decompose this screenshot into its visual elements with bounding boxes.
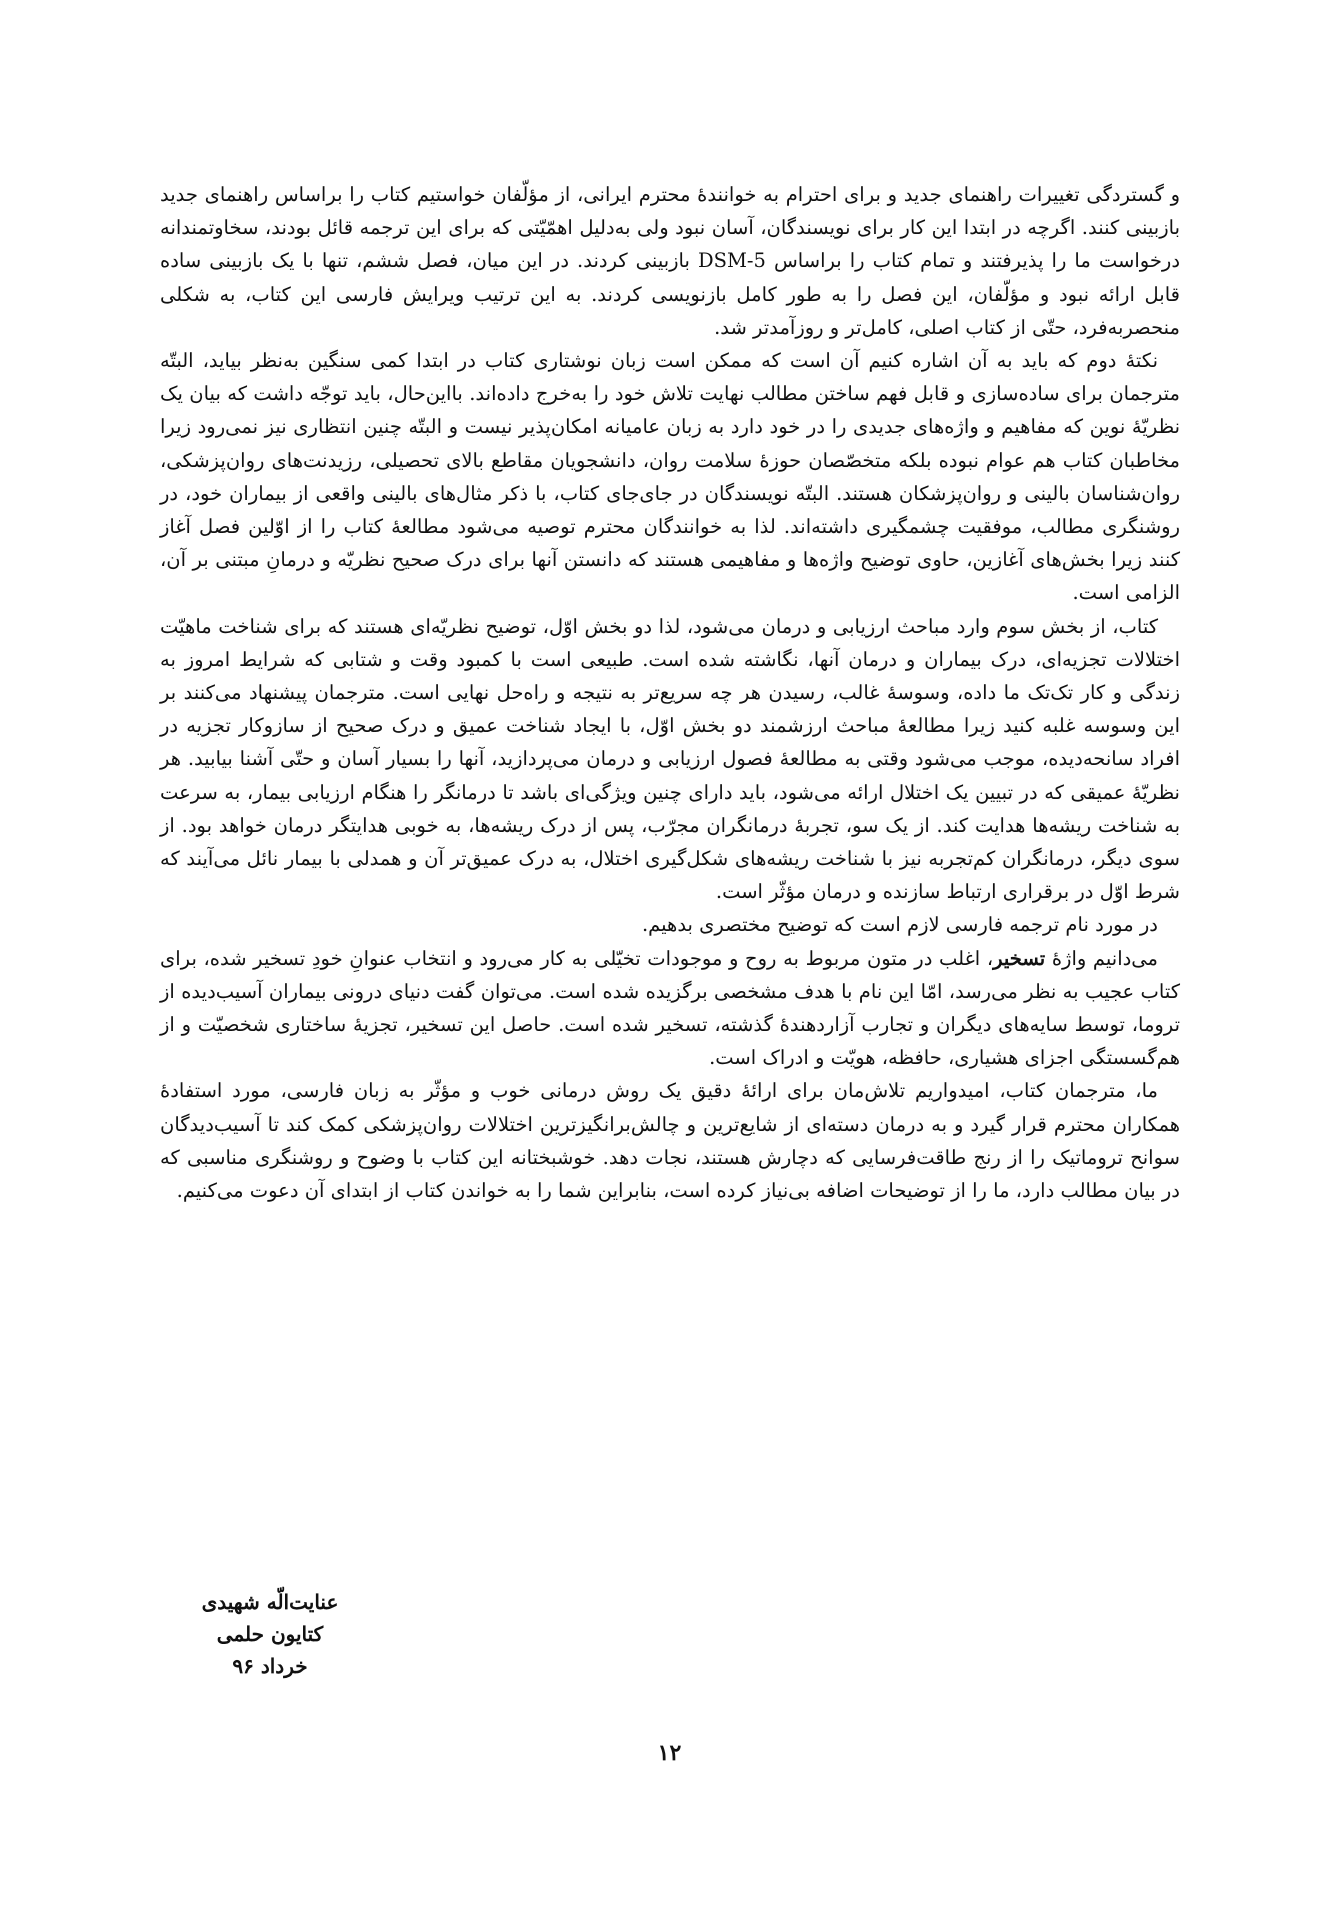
- paragraph-2: نکتهٔ دوم که باید به آن اشاره کنیم آن است که ممکن است زبان نوشتاری کتاب در ابتدا کمی سنگین به‌نظر بیاید، البتّه مترجمان برای ساده‌سازی و قابل فهم ساختن مطالب نهایت تلاش خود را به‌خرج داده‌اند. بااین‌حال، باید توجّه داشت که بیان یک نظریّهٔ نوین که مفاهیم و واژه‌های جدیدی را در خود دارد به زبان عامیانه امکان‌پذیر نیست و البتّه چنین انتظاری نیز نمی‌رود زیرا مخاطبان کتاب هم عوام نبوده بلکه متخصّصان حوزهٔ سلامت روان، دانشجویان مقاطع بالای تحصیلی، رزیدنت‌های روان‌پزشکی، روان‌شناسان بالینی و روان‌پزشکان هستند. البتّه نویسندگان در جای‌جای کتاب، با ذکر مثال‌های بالینی واقعی از بیماران خود، در روشنگری مطالب، موفقیت چشمگیری داشته‌اند. لذا به خوانندگان محترم توصیه می‌شود مطالعهٔ کتاب را از اوّلین فصل آغاز کنند زیرا بخش‌های آغازین، حاوی توضیح واژه‌ها و مفاهیمی هستند که دانستن آنها برای درک صحیح نظریّه و درمانِ مبتنی بر آن، الزامی است.: [160, 349, 1180, 605]
- paragraph-6: ما، مترجمان کتاب، امیدواریم تلاش‌مان برای ارائهٔ دقیق یک روش درمانی خوب و مؤثّر به زبان فارسی، مورد استفادهٔ همکاران محترم قرار گیرد و به درمان دسته‌ای از شایع‌ترین و چالش‌برانگیزترین اختلالات روان‌پزشکی کمک کند تا آسیب‌دیدگان سوانح تروماتیک را از رنج طاقت‌فرسایی که دچارش هستند، نجات دهد. خوشبختانه این کتاب با وضوح و روشنگری مناسبی که در بیان مطالب دارد، ما را از توضیحات اضافه بی‌نیاز کرده است، بنابراین شما را به خواندن کتاب از ابتدای آن دعوت می‌کنیم.: [160, 1079, 1180, 1203]
- paragraph-5-start: می‌دانیم واژهٔ: [1045, 946, 1158, 970]
- paragraph-5: [160, 942, 1180, 1075]
- signature-block: [170, 1586, 370, 1682]
- signature-date: خرداد ۹۶: [232, 1654, 308, 1678]
- translator-name-2: کتایون حلمی: [216, 1622, 324, 1646]
- document-body: [160, 178, 1180, 1207]
- bold-term: تسخیر: [993, 946, 1046, 970]
- paragraph-4: در مورد نام ترجمه فارسی لازم است که توضیح مختصری بدهیم.: [641, 913, 1158, 937]
- page-number: ۱۲: [657, 1740, 682, 1766]
- translator-name-1: عنایت‌الّه شهیدی: [201, 1590, 339, 1614]
- paragraph-5-rest: ، اغلب در متون مربوط به روح و موجودات تخیّلی به کار می‌رود و انتخاب عنوانِ خودِ تسخیر شده، برای کتاب عجیب به نظر می‌رسد، امّا این نام با هدف مشخصی برگزیده شده است. می‌توان گفت دنیای درونی بیماران آسیب‌دیده از تروما، توسط سایه‌های دیگران و تجارب آزاردهندهٔ گذشته، تسخیر شده است. حاصل این تسخیر، تجزیهٔ ساختاری شخصیّت و از هم‌گسستگی اجزای هشیاری، حافظه، هویّت و ادراک است.: [160, 946, 1180, 1070]
- paragraph-3: کتاب، از بخش سوم وارد مباحث ارزیابی و درمان می‌شود، لذا دو بخش اوّل، توضیح نظریّه‌ای هستند که برای شناخت ماهیّت اختلالات تجزیه‌ای، درک بیماران و درمان آنها، نگاشته شده است. طبیعی است با کمبود وقت و شتابی که شرایط امروز به زندگی و کار تک‌تک ما داده، وسوسهٔ غالب، رسیدن هر چه سریع‌تر به نتیجه و راه‌حل نهایی است. مترجمان پیشنهاد می‌کنند بر این وسوسه غلبه کنید زیرا مطالعهٔ مباحث ارزشمند دو بخش اوّل، با ایجاد شناخت عمیق و درک صحیح از سازوکار تجزیه در افراد سانحه‌دیده، موجب می‌شود وقتی به مطالعهٔ فصول ارزیابی و درمان می‌پردازید، آنها را بسیار آسان و حتّی آشنا بیابید. هر نظریّهٔ عمیقی که در تبیین یک اختلال ارائه می‌شود، باید دارای چنین ویژگی‌ای باشد تا درمانگر را هنگام ارزیابی بیمار، به سرعت به شناخت ریشه‌ها هدایت کند. از یک سو، تجربهٔ درمانگران مجرّب، پس از درک ریشه‌ها، به خوبی هدایتگر درمان خواهد بود. از سوی دیگر، درمانگران کم‌تجربه نیز با شناخت ریشه‌های شکل‌گیری اختلال، به درک عمیق‌تر آن و همدلی با بیمار نائل می‌آیند که شرط اوّل در برقراری ارتباط سازنده و درمان مؤثّر است.: [160, 614, 1180, 904]
- paragraph-1: و گستردگی تغییرات راهنمای جدید و برای احترام به خوانندهٔ محترم ایرانی، از مؤلّفان خواستیم کتاب را براساس راهنمای جدید بازبینی کنند. اگرچه در ابتدا این کار برای نویسندگان، آسان نبود ولی به‌دلیل اهمّیّتی که برای این ترجمه قائل بودند، سخاوتمندانه درخواست ما را پذیرفتند و تمام کتاب را براساس DSM-5 بازبینی کردند. در این میان، فصل ششم، تنها با یک بازبینی ساده قابل ارائه نبود و مؤلّفان، این فصل را به طور کامل بازنویسی کردند. به این ترتیب ویرایش فارسی این کتاب، به شکلی منحصربه‌فرد، حتّی از کتاب اصلی، کامل‌تر و روزآمدتر شد.: [160, 183, 1181, 339]
